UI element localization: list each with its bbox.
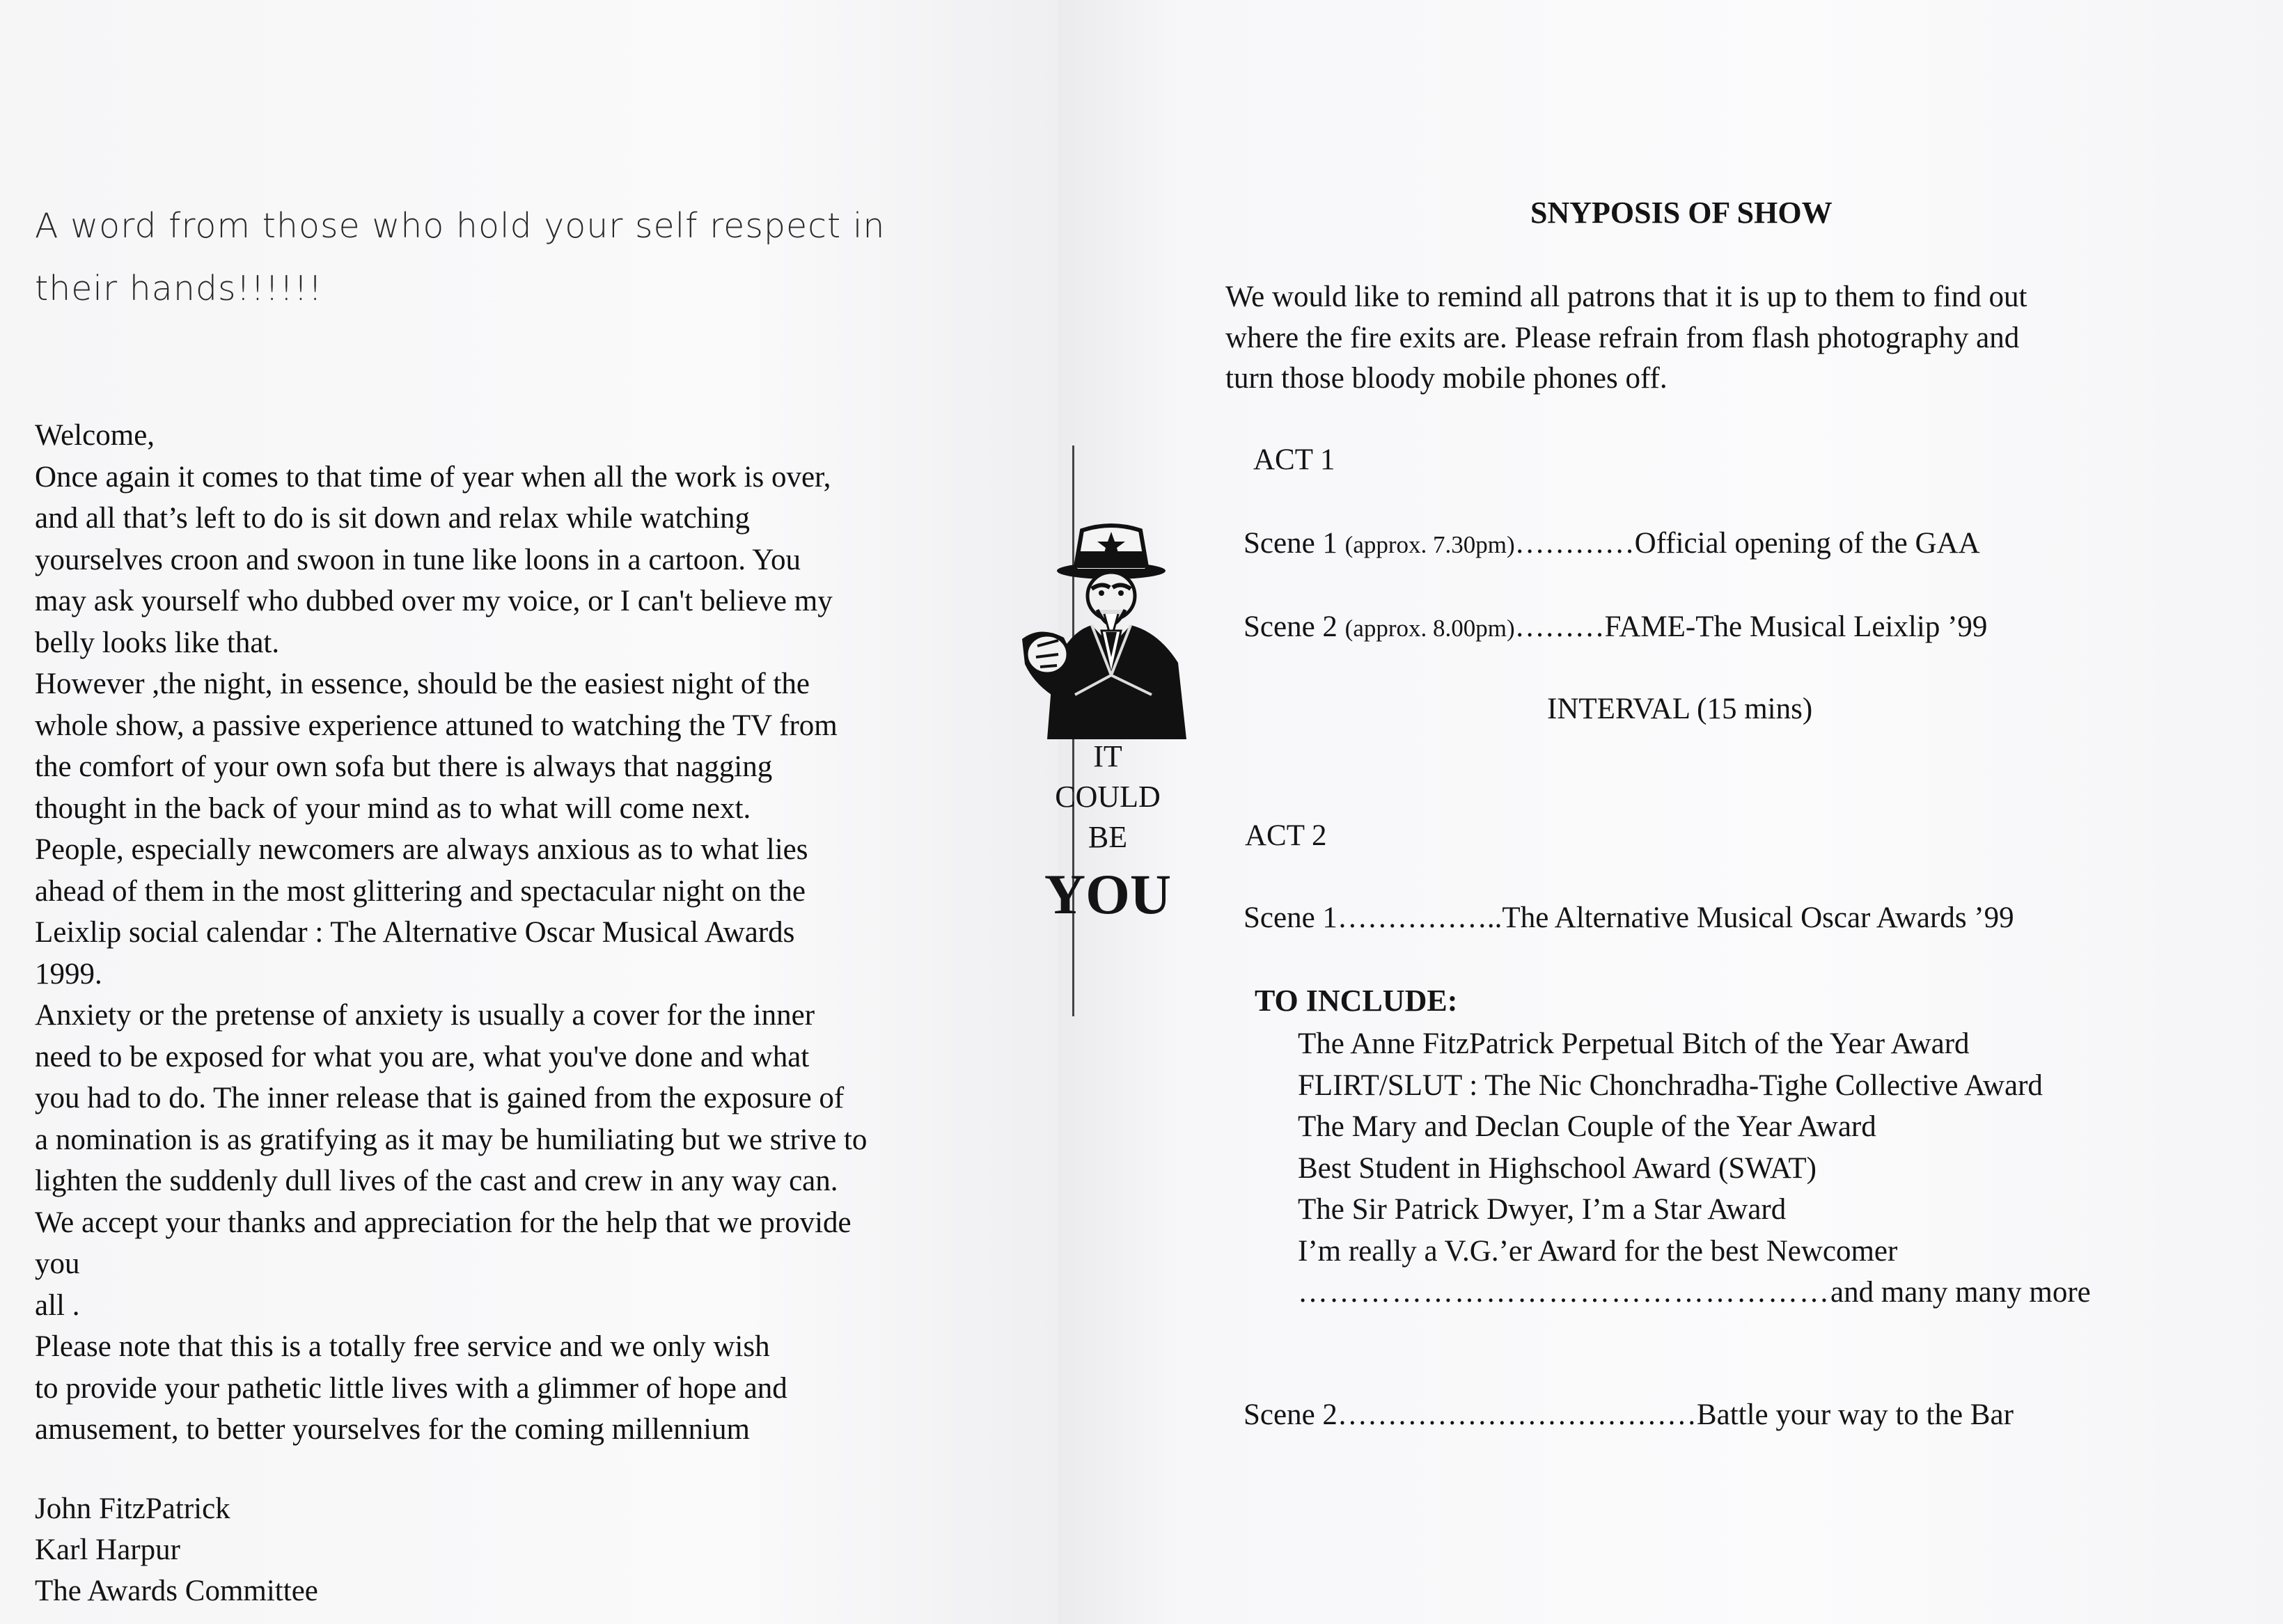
letter-line: belly looks like that.	[35, 626, 280, 659]
signature-name: The Awards Committee	[35, 1575, 318, 1607]
headline	[35, 195, 996, 320]
letter-line: and all that’s left to do is sit down and relax while watching	[35, 502, 751, 535]
act2-heading: ACT 2	[1245, 819, 1327, 852]
letter-line: Anxiety or the pretense of anxiety is usually a cover for the inner	[35, 999, 815, 1032]
leader-dots: ……………………………………………	[1298, 1276, 1830, 1309]
award-more	[1298, 1272, 2091, 1314]
letter-line: Once again it comes to that time of year when all the work is over,	[35, 460, 831, 494]
letter-line: Please note that this is a totally free service and we only wish	[35, 1330, 770, 1363]
uncle-sam-pointing-icon	[1019, 521, 1192, 739]
reminder-line: turn those bloody mobile phones off.	[1225, 362, 1668, 395]
right-page	[1058, 0, 2283, 1624]
letter-line: Leixlip social calendar : The Alternative Oscar Musical Awards	[35, 916, 795, 949]
poster-line: COULD	[1055, 780, 1161, 814]
award-item: The Anne FitzPatrick Perpetual Bitch of the Year Award	[1298, 1027, 1970, 1060]
letter-line: you had to do. The inner release that is gained from the exposure of	[35, 1082, 845, 1114]
letter-line: We accept your thanks and appreciation for the help that we provide	[35, 1206, 852, 1239]
scene-title: Battle your way to the Bar	[1696, 1398, 2014, 1431]
interval-label: INTERVAL (15 mins)	[1547, 693, 1813, 725]
letter-line: However ,the night, in essence, should be the easiest night of the	[35, 668, 810, 700]
scene-time: (approx. 8.00pm)	[1344, 615, 1515, 642]
award-item: The Sir Patrick Dwyer, I’m a Star Award	[1298, 1193, 1787, 1226]
scene-leader-dots: ……………..	[1337, 901, 1503, 934]
signature-name: Karl Harpur	[35, 1534, 180, 1566]
act2-scene1	[1244, 901, 2014, 935]
letter-line: 1999.	[35, 957, 102, 991]
letter-line: need to be exposed for what you are, what you've done and what	[35, 1040, 810, 1073]
award-item: FLIRT/SLUT : The Nic Chonchradha-Tighe Collective Award	[1298, 1069, 2043, 1102]
scene-title: Official opening of the GAA	[1634, 527, 1980, 560]
scene-label: Scene 2	[1244, 610, 1345, 643]
synopsis-title: SNYPOSIS OF SHOW	[1530, 196, 1833, 230]
signature-name: John FitzPatrick	[35, 1492, 230, 1525]
poster-line: IT	[1093, 739, 1122, 773]
welcome-letter	[35, 415, 1023, 1451]
scene-leader-dots: ………………………………	[1337, 1398, 1697, 1431]
scene-time: (approx. 7.30pm)	[1344, 531, 1515, 558]
letter-line: may ask yourself who dubbed over my voice, or I can't believe my	[35, 585, 833, 617]
act1-scene1	[1244, 526, 1980, 560]
headline-line-1: A word from those who hold your self respect in	[35, 206, 886, 246]
signatures	[35, 1488, 318, 1611]
letter-line: Welcome,	[35, 419, 155, 452]
letter-line: to provide your pathetic little lives with a glimmer of hope and	[35, 1371, 787, 1405]
scene-leader-dots: …………	[1514, 527, 1635, 560]
letter-line: a nomination is as gratifying as it may be humiliating but we strive to	[35, 1123, 868, 1156]
letter-line: you	[35, 1247, 80, 1280]
poster-you: YOU	[1044, 862, 1172, 926]
more-text: and many many more	[1830, 1276, 2091, 1309]
scene-label: Scene 2	[1244, 1398, 1337, 1431]
reminder-line: We would like to remind all patrons that it is up to them to find out	[1225, 281, 2027, 313]
scene-label: Scene 1	[1244, 527, 1345, 560]
letter-line: People, especially newcomers are always anxious as to what lies	[35, 833, 808, 866]
scene-leader-dots: ………	[1514, 610, 1605, 643]
to-include-heading: TO INCLUDE:	[1255, 984, 1458, 1018]
award-item: I’m really a V.G.’er Award for the best Newcomer	[1298, 1234, 1898, 1268]
act1-scene2	[1244, 610, 1987, 644]
scene-title: FAME-The Musical Leixlip ’99	[1604, 610, 1988, 643]
letter-line: amusement, to better yourselves for the coming millennium	[35, 1413, 750, 1446]
letter-line: thought in the back of your mind as to what will come next.	[35, 791, 751, 825]
reminder-line: where the fire exits are. Please refrain from flash photography and	[1225, 321, 2020, 354]
award-item: The Mary and Declan Couple of the Year Award	[1298, 1110, 1876, 1143]
letter-line: ahead of them in the most glittering and spectacular night on the	[35, 874, 806, 908]
act2-scene2	[1244, 1398, 2014, 1432]
letter-line: yourselves croon and swoon in tune like loons in a cartoon. You	[35, 543, 801, 576]
act1-heading: ACT 1	[1253, 443, 1335, 476]
award-item: Best Student in Highschool Award (SWAT)	[1298, 1151, 1817, 1185]
scene-title: The Alternative Musical Oscar Awards ’99	[1502, 901, 2014, 934]
letter-line: all .	[35, 1288, 80, 1322]
headline-line-2: their hands!!!!!!	[35, 269, 323, 308]
patron-reminder	[1225, 277, 2027, 400]
award-list	[1298, 1023, 2091, 1314]
letter-line: whole show, a passive experience attuned to watching the TV from	[35, 709, 838, 742]
scene-label: Scene 1	[1244, 901, 1337, 934]
poster-caption	[1035, 736, 1181, 858]
letter-line: lighten the suddenly dull lives of the cast and crew in any way can.	[35, 1165, 838, 1197]
poster-line: BE	[1088, 820, 1128, 854]
letter-line: the comfort of your own sofa but there is always that nagging	[35, 750, 773, 783]
